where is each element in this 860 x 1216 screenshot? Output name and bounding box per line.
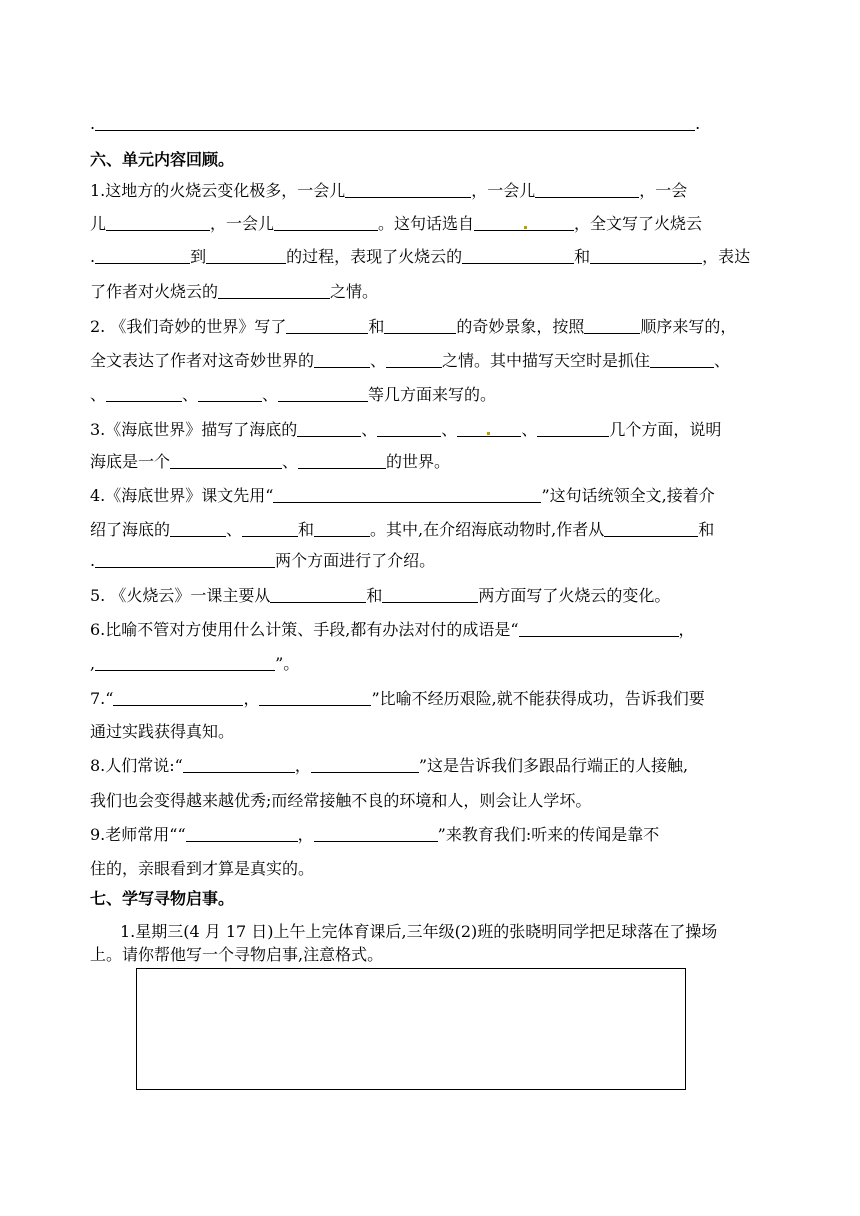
answer-blank[interactable] (298, 452, 386, 469)
q2-text: 、 (90, 385, 107, 404)
answer-blank[interactable] (535, 181, 639, 198)
answer-blank[interactable] (604, 520, 698, 537)
q2-text: 、 (182, 385, 199, 404)
line-lead: . (90, 114, 96, 133)
q2-text: 全文表达了作者对这奇妙世界的 (90, 351, 315, 370)
q2-line-1 (90, 317, 736, 337)
answer-blank[interactable] (198, 385, 262, 402)
q1-line-1 (90, 181, 687, 201)
answer-blank[interactable] (286, 317, 368, 334)
q4-line-1 (90, 486, 715, 506)
answer-blank[interactable] (650, 351, 714, 368)
answer-blank[interactable] (106, 214, 210, 231)
answer-blank[interactable] (537, 420, 609, 437)
answer-blank[interactable] (183, 756, 295, 773)
q1-line-4 (90, 282, 378, 302)
q8-text: ， (294, 756, 311, 775)
q4-line-2 (90, 520, 714, 540)
q7-line-2: 通过实践获得真知。 (90, 722, 235, 741)
line-tail: . (695, 114, 701, 133)
q4-text: 绍了海底的 (90, 520, 171, 539)
q1-text: 儿 (90, 214, 107, 233)
answer-blank[interactable] (273, 486, 541, 503)
q1-text: ，一会 (639, 181, 688, 200)
answer-blank[interactable] (314, 351, 370, 368)
answer-blank[interactable] (474, 214, 574, 231)
q1-text: 之情。 (330, 282, 379, 301)
q6-text: 6.比喻不管对方使用什么计策、手段,都有办法对付的成语是“ (90, 620, 519, 639)
q4-text: 两个方面进行了介绍。 (275, 551, 436, 570)
q1-text: ，一会儿 (471, 181, 536, 200)
q9-text: ， (297, 825, 314, 844)
q1-line-3 (90, 247, 750, 267)
q3-text: 的世界。 (386, 452, 451, 471)
ink-dot (524, 226, 527, 229)
q3-line-2 (90, 452, 450, 472)
answer-blank[interactable] (170, 520, 226, 537)
answer-blank[interactable] (170, 452, 282, 469)
q7-text: ”比喻不经历艰险,就不能获得成功，告诉我们要 (371, 689, 705, 708)
q4-line-3 (90, 551, 435, 571)
answer-blank[interactable] (186, 825, 298, 842)
answer-blank[interactable] (274, 214, 378, 231)
q1-text: ，表达 (702, 247, 751, 266)
answer-blank[interactable] (384, 317, 456, 334)
q5-text: 5. 《火烧云》一课主要从 (90, 586, 271, 605)
q3-text: 海底是一个 (90, 452, 171, 471)
q3-line-1 (90, 420, 721, 440)
answer-blank[interactable] (95, 114, 695, 131)
q1-text: 和 (574, 247, 591, 266)
answer-blank[interactable] (218, 282, 330, 299)
answer-blank[interactable] (314, 520, 370, 537)
q6-line-2 (90, 654, 299, 674)
q7-text: 7.“ (90, 689, 114, 708)
answer-blank[interactable] (242, 520, 298, 537)
answer-blank[interactable] (590, 247, 702, 264)
q2-text: 的奇妙景象，按照 (456, 317, 585, 336)
q2-text: 2. 《我们奇妙的世界》写了 (90, 317, 287, 336)
s7-q1-line-1: 1.星期三(4 月 17 日)上午上完体育课后,三年级(2)班的张晓明同学把足球落在了操场 (120, 922, 718, 941)
q9-line-2: 住的，亲眼看到才算是真实的。 (90, 859, 315, 878)
answer-blank[interactable] (95, 551, 275, 568)
answer-blank[interactable] (106, 385, 182, 402)
q2-text: 等几方面来写的。 (368, 385, 497, 404)
q4-text: . (90, 551, 96, 570)
answer-blank[interactable] (462, 247, 574, 264)
q1-text: . (90, 247, 96, 266)
q2-text: 之情。其中描写天空时是抓住 (442, 351, 651, 370)
q8-text: 8.人们常说:“ (90, 756, 183, 775)
answer-blank[interactable] (382, 586, 478, 603)
q7-text: ， (243, 689, 260, 708)
q2-text: 、 (370, 351, 387, 370)
q3-text: 3.《海底世界》描写了海底的 (90, 420, 298, 439)
q8-text: ”这是告诉我们多跟品行端正的人接触, (418, 756, 689, 775)
answer-blank[interactable] (377, 420, 441, 437)
section-7-heading: 七、学写寻物启事。 (90, 889, 235, 908)
ink-dot (487, 432, 490, 435)
q6-text: ”。 (275, 654, 300, 673)
q3-text: 、 (441, 420, 458, 439)
q9-line-1 (90, 825, 659, 845)
q1-text: 了作者对火烧云的 (90, 282, 219, 301)
q1-text: 1.这地方的火烧云变化极多，一会儿 (90, 181, 346, 200)
q6-text: , (90, 654, 96, 673)
answer-blank[interactable] (270, 586, 366, 603)
q2-line-2 (90, 351, 730, 371)
answer-blank[interactable] (457, 420, 521, 437)
q1-text: 的过程，表现了火烧云的 (286, 247, 463, 266)
q4-text: 、 (226, 520, 243, 539)
q2-text: 、 (262, 385, 279, 404)
q5-text: 两方面写了火烧云的变化。 (478, 586, 671, 605)
answer-blank[interactable] (259, 689, 371, 706)
q5-line (90, 586, 670, 606)
section-6-heading: 六、单元内容回顾。 (90, 150, 235, 169)
q1-text: ，全文写了火烧云 (574, 214, 703, 233)
answer-blank[interactable] (584, 317, 640, 334)
q2-text: 、 (714, 351, 731, 370)
q9-text: ”来教育我们:听来的传闻是靠不 (437, 825, 660, 844)
q2-text: 顺序来写的， (640, 317, 737, 336)
q1-text: ，一会儿 (210, 214, 275, 233)
answer-blank[interactable] (345, 181, 471, 198)
answer-blank[interactable] (311, 756, 419, 773)
answer-blank[interactable] (519, 620, 679, 637)
answer-blank[interactable] (206, 247, 286, 264)
q2-line-3 (90, 385, 496, 405)
q4-text: 。其中,在介绍海底动物时,作者从 (370, 520, 605, 539)
q3-text: 几个方面，说明 (609, 420, 722, 439)
answer-line-top (90, 114, 700, 134)
answer-blank[interactable] (314, 825, 438, 842)
q7-line-1 (90, 689, 705, 709)
q4-text: 和 (298, 520, 315, 539)
q5-text: 和 (366, 586, 383, 605)
q4-text: ”这句话统领全文,接着介 (541, 486, 715, 505)
answer-box[interactable] (136, 968, 686, 1090)
q1-text: 。这句话选自 (378, 214, 475, 233)
q8-line-1 (90, 756, 688, 776)
q6-line-1 (90, 620, 695, 640)
q6-text: ， (678, 620, 695, 639)
q1-line-2 (90, 214, 702, 234)
q3-text: 、 (282, 452, 299, 471)
q4-text: 和 (698, 520, 715, 539)
answer-blank[interactable] (386, 351, 442, 368)
q1-text: 到 (190, 247, 207, 266)
q8-line-2: 我们也会变得越来越优秀;而经常接触不良的环境和人，则会让人学坏。 (90, 791, 592, 810)
answer-blank[interactable] (278, 385, 368, 402)
q9-text: 9.老师常用““ (90, 825, 186, 844)
answer-blank[interactable] (95, 247, 190, 264)
q4-text: 4.《海底世界》课文先用“ (90, 486, 274, 505)
s7-q1-line-2: 上。请你帮他写一个寻物启事,注意格式。 (90, 945, 384, 964)
q2-text: 和 (368, 317, 385, 336)
answer-blank[interactable] (113, 689, 243, 706)
q3-text: 、 (361, 420, 378, 439)
q3-text: 、 (521, 420, 538, 439)
answer-blank[interactable] (95, 654, 275, 671)
answer-blank[interactable] (297, 420, 361, 437)
